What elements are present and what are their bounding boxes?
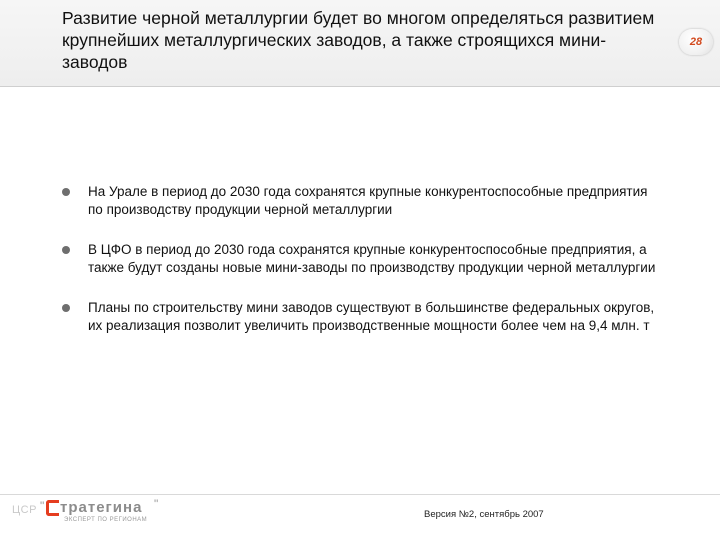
bullet-dot-icon xyxy=(62,246,70,254)
logo-prefix: ЦСР xyxy=(12,504,37,516)
version-label: Версия №2, сентябрь 2007 xyxy=(424,509,544,520)
header-divider xyxy=(0,86,720,87)
bullet-list xyxy=(62,183,662,357)
logo-c-icon xyxy=(46,500,59,516)
list-item xyxy=(62,299,662,335)
bullet-text: Планы по строительству мини заводов существуют в большинстве федеральных округов, их реализация позволит увеличить производственные мощности более чем на 9,4 млн. т xyxy=(88,300,655,333)
slide-title: Развитие черной металлургии будет во многом определяться развитием крупнейших металлургических заводов, а также строящихся мини-заводов xyxy=(62,8,655,72)
footer-divider xyxy=(0,494,720,495)
list-item xyxy=(62,241,662,277)
logo-word: тратегина xyxy=(60,499,143,516)
logo-quote-right: " xyxy=(154,497,159,511)
logo-tagline: ЭКСПЕРТ ПО РЕГИОНАМ xyxy=(64,517,148,523)
bullet-text: В ЦФО в период до 2030 года сохранятся крупные конкурентоспособные предприятия, а также будут созданы новые мини-заводы по производству продукции черной металлургии xyxy=(88,242,656,275)
list-item xyxy=(62,183,662,219)
bullet-dot-icon xyxy=(62,304,70,312)
logo-quote-left: " xyxy=(40,499,45,513)
company-logo xyxy=(12,497,162,527)
page-number-badge: 28 xyxy=(679,29,713,55)
bullet-dot-icon xyxy=(62,188,70,196)
bullet-text: На Урале в период до 2030 года сохранятся крупные конкурентоспособные предприятия по производству продукции черной металлургии xyxy=(88,184,648,217)
